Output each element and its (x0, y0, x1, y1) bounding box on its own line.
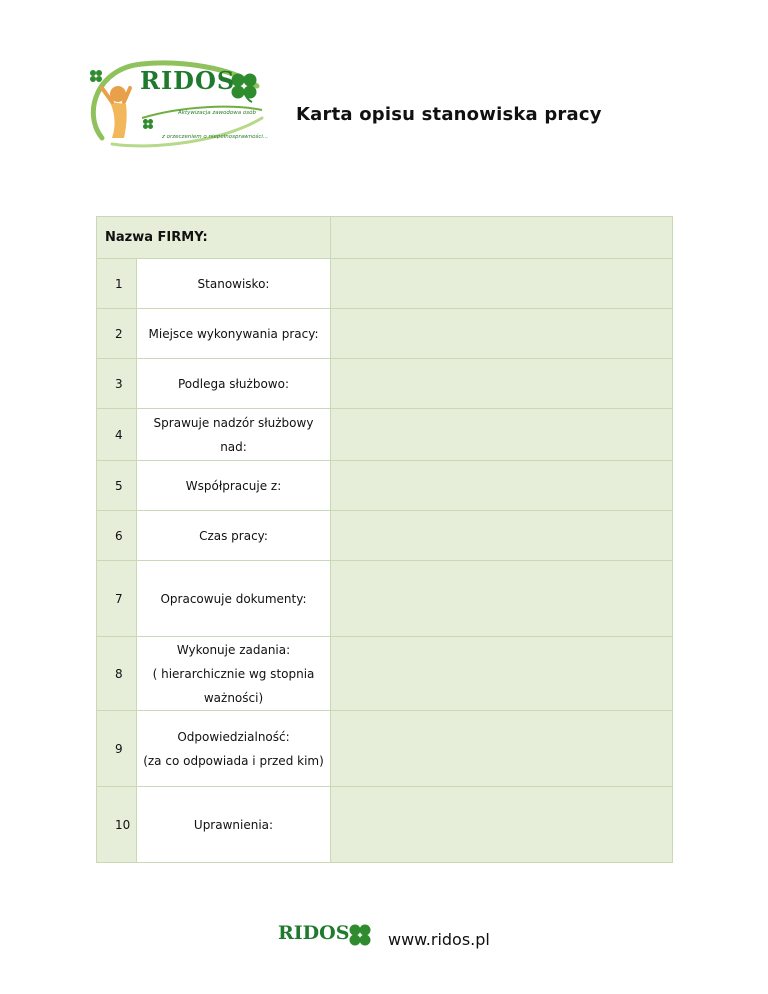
row-label-line: ( hierarchicznie wg stopnia (152, 666, 315, 681)
footer-url[interactable]: www.ridos.pl (388, 930, 490, 949)
row-label (137, 409, 331, 461)
row-number: 1 (97, 259, 137, 309)
row-number: 3 (97, 359, 137, 409)
row-label-line: Współpracuje z: (185, 478, 282, 493)
row-label (137, 711, 331, 787)
company-label: Nazwa FIRMY: (97, 217, 331, 259)
form-row (97, 511, 673, 561)
small-clover-icon (90, 70, 102, 82)
row-value-field[interactable] (331, 561, 673, 637)
footer-clover-icon (346, 921, 374, 949)
row-label-line: Uprawnienia: (193, 817, 274, 832)
document-title: Karta opisu stanowiska pracy (296, 104, 602, 125)
row-number: 5 (97, 461, 137, 511)
row-label-line: ważności) (203, 690, 264, 705)
form-row (97, 259, 673, 309)
row-label-line: Opracowuje dokumenty: (160, 591, 307, 606)
row-value-field[interactable] (331, 359, 673, 409)
row-label (137, 359, 331, 409)
row-label (137, 309, 331, 359)
row-label-line: Wykonuje zadania: (176, 642, 291, 657)
row-value-field[interactable] (331, 259, 673, 309)
row-label-line: (za co odpowiada i przed kim) (143, 753, 324, 768)
company-value-field[interactable] (331, 217, 673, 259)
row-label-line: Miejsce wykonywania pracy: (148, 326, 319, 341)
row-label (137, 561, 331, 637)
header-logo (82, 58, 272, 150)
form-row (97, 409, 673, 461)
row-label (137, 787, 331, 863)
person-figure-icon (102, 86, 130, 138)
row-label-line: nad: (220, 439, 247, 454)
row-label (137, 461, 331, 511)
form-row (97, 561, 673, 637)
form-row (97, 461, 673, 511)
row-value-field[interactable] (331, 511, 673, 561)
footer-logo (278, 918, 374, 952)
row-value-field[interactable] (331, 409, 673, 461)
row-label-line: Czas pracy: (199, 528, 268, 543)
row-label-line: Podlega służbowo: (178, 376, 289, 391)
row-label (137, 637, 331, 711)
row-label-line: Sprawuje nadzór służbowy (153, 415, 314, 430)
row-label (137, 259, 331, 309)
logo-tagline-2: z orzeczeniem o niepełnosprawności... (162, 134, 269, 140)
row-number: 9 (97, 711, 137, 787)
row-number: 4 (97, 409, 137, 461)
form-row (97, 309, 673, 359)
logo-tagline-1: Aktywizacja zawodowa osób (178, 110, 256, 116)
row-number: 2 (97, 309, 137, 359)
row-value-field[interactable] (331, 637, 673, 711)
clover-icon (232, 74, 257, 103)
row-value-field[interactable] (331, 787, 673, 863)
job-description-form (96, 216, 673, 863)
form-row (97, 637, 673, 711)
row-number: 6 (97, 511, 137, 561)
row-number: 10 (97, 787, 137, 863)
row-value-field[interactable] (331, 309, 673, 359)
row-number: 7 (97, 561, 137, 637)
form-row (97, 711, 673, 787)
small-clover-icon-2 (143, 119, 153, 129)
row-label-line: Odpowiedzialność: (177, 729, 290, 744)
footer-brand: RIDOS (278, 922, 350, 944)
logo-brand: RIDOS (140, 66, 236, 95)
row-label-line: Stanowisko: (197, 276, 270, 291)
row-value-field[interactable] (331, 461, 673, 511)
row-label (137, 511, 331, 561)
form-row (97, 787, 673, 863)
row-number: 8 (97, 637, 137, 711)
form-row (97, 359, 673, 409)
company-row (97, 217, 673, 259)
row-value-field[interactable] (331, 711, 673, 787)
